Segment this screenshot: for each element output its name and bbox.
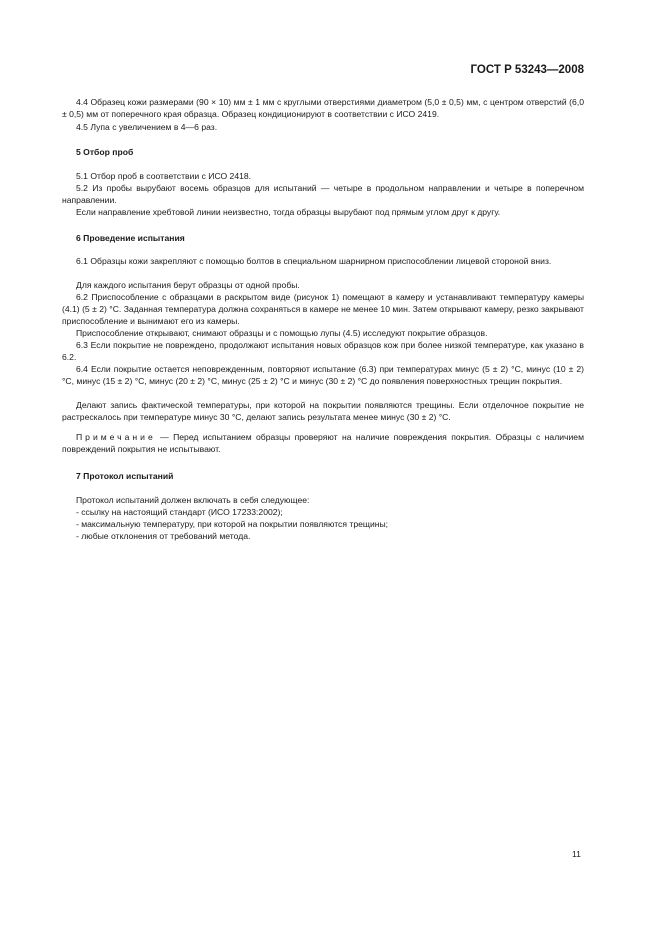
paragraph-4-4: 4.4 Образец кожи размерами (90 × 10) мм ± 1 мм с круглыми отверстиями диаметром (5,0 ± 0,5) мм, с центром отверстий (6,0 ± 0,5) мм от поперечного края образца. Образец кондиционируют в соответствии с ИСО 2419.	[62, 97, 584, 119]
paragraph-6-4-continued: Делают запись фактической температуры, при которой на покрытии появляются трещины. Если отделочное покрытие не растрескалось при температуре минус 30 °С, делают запись результата менее минус (30 ± 2) °С.	[62, 400, 584, 422]
paragraph-5-2: 5.2 Из пробы вырубают восемь образцов для испытаний — четыре в продольном направлении и четыре в поперечном направлении.	[62, 183, 584, 205]
list-item: - ссылку на настоящий стандарт (ИСО 17233:2002);	[76, 507, 283, 517]
paragraph-5-2-continued: Если направление хребтовой линии неизвестно, тогда образцы вырубают под прямым углом друг к другу.	[76, 207, 501, 217]
note-text: — Перед испытанием образцы проверяют на наличие повреждения покрытия. Образцы с наличием повреждений покрытия не испытывают.	[62, 432, 584, 454]
paragraph-6-2: 6.2 Приспособление с образцами в раскрытом виде (рисунок 1) помещают в камеру и устанавливают температуру камеры (4.1) (5 ± 2) °С. Заданная температура должна сохраняться в камере не менее 10 мин. Затем открывают камеру, резко закрывают приспособление и вынимают его из камеры.	[62, 292, 584, 326]
list-item: - максимальную температуру, при которой на покрытии появляются трещины;	[76, 519, 389, 529]
paragraph-6-4: 6.4 Если покрытие остается неповрежденным, повторяют испытание (6.3) при температурах минус (5 ± 2) °С, минус (10 ± 2) °С, минус (15 ± 2) °С, минус (20 ± 2) °С, минус (25 ± 2) °С и минус (30 ± 2) °С до появления поверхностных трещин покрытия.	[62, 364, 584, 386]
note-label: Примечание	[76, 432, 156, 442]
paragraph-6-1: 6.1 Образцы кожи закрепляют с помощью болтов в специальном шарнирном приспособлении лицевой стороной вниз.	[76, 256, 552, 266]
list-item: - любые отклонения от требований метода.	[76, 531, 251, 541]
note	[62, 431, 584, 455]
paragraph-6-3: 6.3 Если покрытие не повреждено, продолжают испытания новых образцов кож при более низкой температуре, как указано в 6.2.	[62, 340, 584, 362]
paragraph-5-1: 5.1 Отбор проб в соответствии с ИСО 2418.	[76, 171, 252, 181]
document-id-header: ГОСТ Р 53243—2008	[470, 64, 584, 76]
section-5-heading: 5 Отбор проб	[76, 147, 134, 157]
paragraph-7: Протокол испытаний должен включать в себя следующее:	[76, 495, 310, 505]
paragraph-6-2-continued: Приспособление открывают, снимают образцы и с помощью лупы (4.5) исследуют покрытие образцов.	[76, 328, 488, 338]
paragraph-6-1-continued: Для каждого испытания берут образцы от одной пробы.	[76, 280, 300, 290]
page-number: 11	[572, 849, 581, 859]
paragraph-4-5: 4.5 Лупа с увеличением в 4—6 раз.	[76, 122, 218, 132]
section-7-heading: 7 Протокол испытаний	[76, 471, 174, 481]
section-6-heading: 6 Проведение испытания	[76, 233, 185, 243]
